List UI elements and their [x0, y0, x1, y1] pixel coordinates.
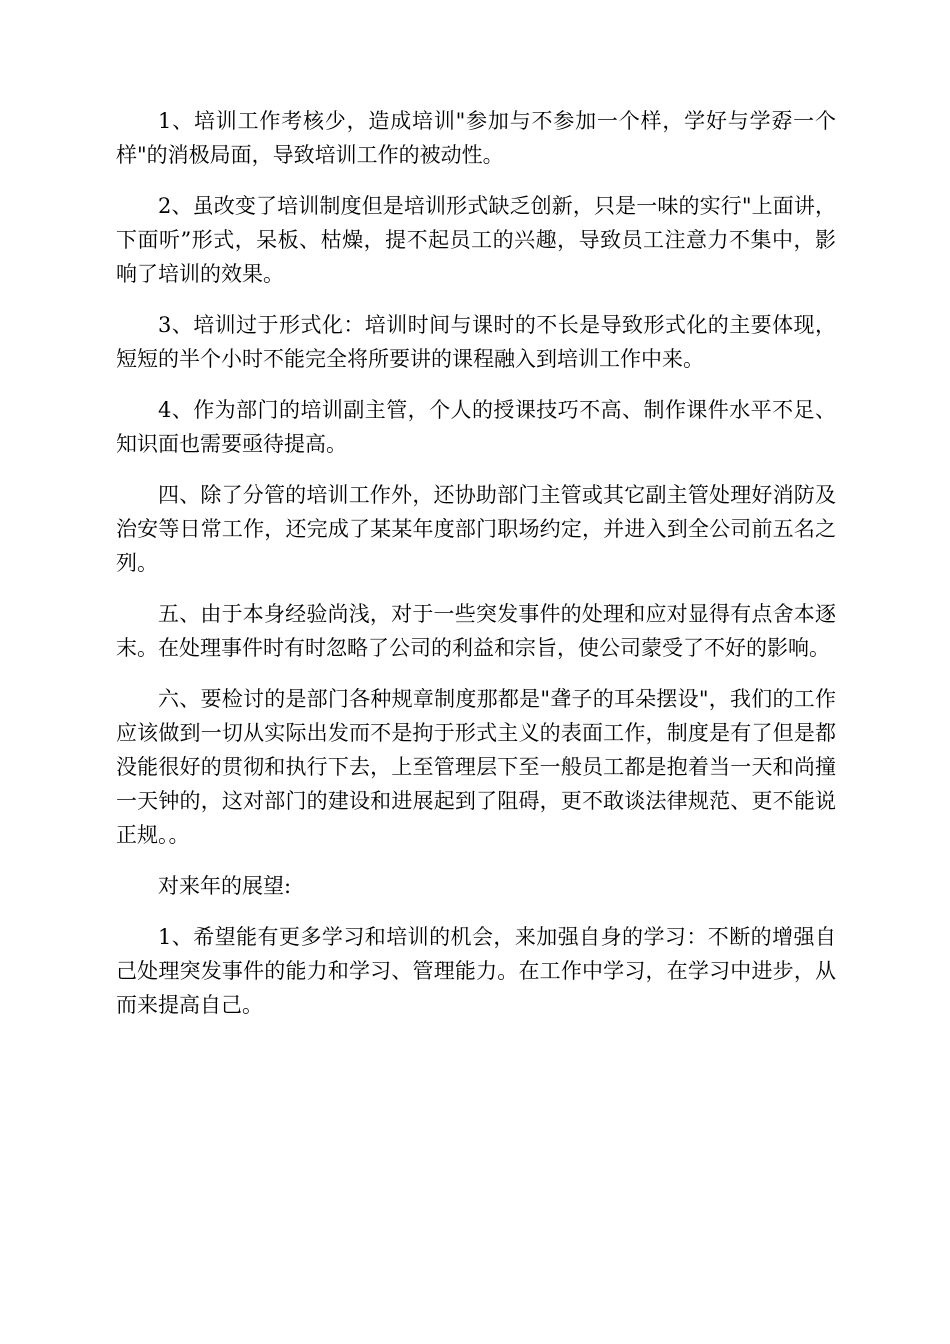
document-body: [116, 104, 836, 1039]
heading-next-year-outlook: 对来年的展望:: [158, 874, 292, 898]
paragraph-deputy-skills: 4、作为部门的培训副主管，个人的授课技巧不高、制作课件水平不足、知识面也需要亟待提高。: [116, 398, 836, 456]
paragraph-training-format: 2、虽改变了培训制度但是培训形式缺乏创新，只是一味的实行"上面讲，下面听”形式，呆板、枯燥，提不起员工的兴趣，导致员工注意力不集中，影响了培训的效果。: [116, 194, 836, 286]
paragraph-training-assessment: 1、培训工作考核少，造成培训"参加与不参加一个样，学好与学孬一个样"的消极局面，导致培训工作的被动性。: [116, 109, 836, 167]
paragraph-section-six: 六、要检讨的是部门各种规章制度那都是"聋子的耳朵摆设"，我们的工作应该做到一切从实际出发而不是拘于形式主义的表面工作，制度是有了但是都没能很好的贯彻和执行下去，上至管理层下至一般员工都是抱着当一天和尚撞一天钟的，这对部门的建设和进展起到了阻碍，更不敢谈法律规范、更不能说正规。。: [116, 687, 836, 847]
paragraph-section-four: 四、除了分管的培训工作外，还协助部门主管或其它副主管处理好消防及治安等日常工作，还完成了某某年度部门职场约定，并进入到全公司前五名之列。: [116, 483, 836, 575]
paragraph-outlook-one: 1、希望能有更多学习和培训的机会，来加强自身的学习：不断的增强自己处理突发事件的能力和学习、管理能力。在工作中学习，在学习中进步，从而来提高自己。: [116, 925, 836, 1017]
paragraph-training-formalism: 3、培训过于形式化：培训时间与课时的不长是导致形式化的主要体现，短短的半个小时不能完全将所要讲的课程融入到培训工作中来。: [116, 313, 836, 371]
paragraph-section-five: 五、由于本身经验尚浅，对于一些突发事件的处理和应对显得有点舍本逐末。在处理事件时有时忽略了公司的利益和宗旨，使公司蒙受了不好的影响。: [116, 602, 836, 660]
